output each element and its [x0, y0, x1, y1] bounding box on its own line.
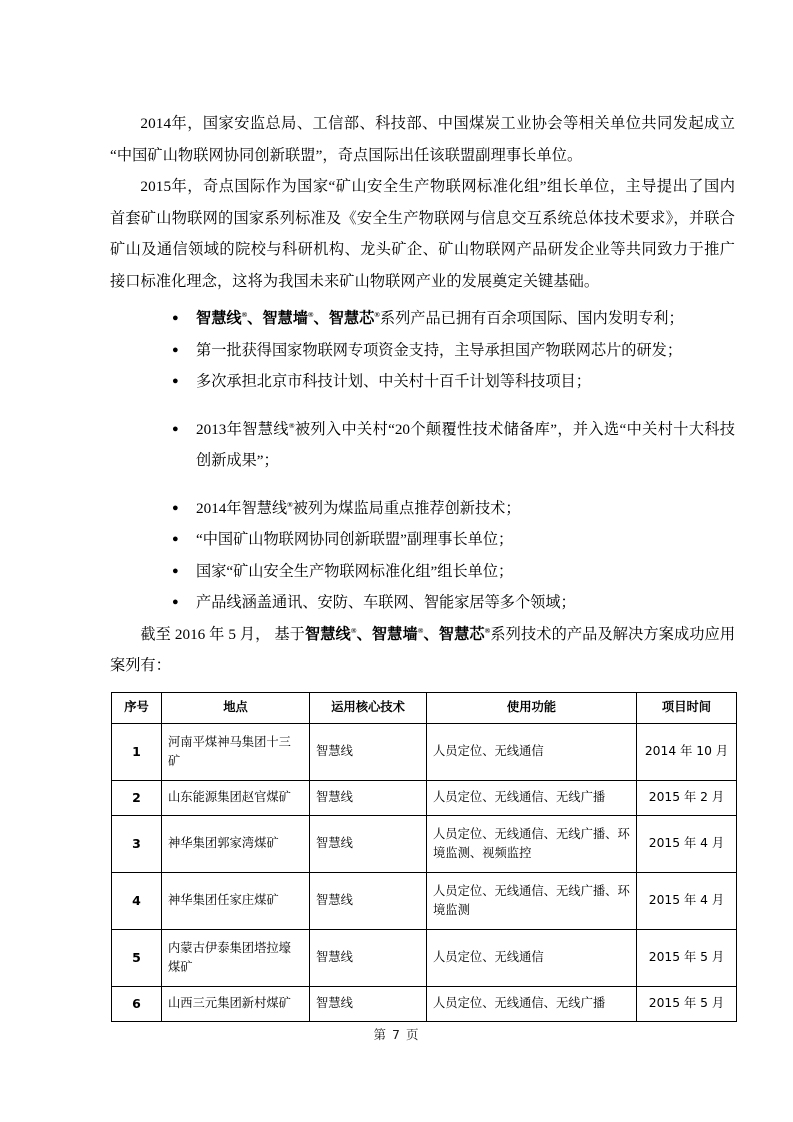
cell-tech: 智慧线 — [310, 780, 427, 815]
bullet-dot-icon: ● — [172, 564, 179, 577]
cell-time: 2015 年 5 月 — [637, 929, 737, 986]
cell-func: 人员定位、无线通信、无线广播 — [427, 986, 637, 1021]
text-run: 智慧线 — [196, 310, 242, 327]
achievement-text — [196, 373, 591, 390]
text-run: 、 — [247, 310, 263, 327]
registered-trademark-icon: ® — [241, 309, 248, 319]
text-run: 第一批获得国家物联网专项资金支持，主导承担国产物联网芯片的研发； — [196, 341, 682, 359]
cell-time: 2015 年 4 月 — [637, 815, 737, 872]
column-header-tech: 运用核心技术 — [310, 692, 427, 723]
column-header-func: 使用功能 — [427, 692, 637, 723]
bullet-dot-icon: ● — [172, 501, 179, 514]
text-run: 智慧芯 — [328, 310, 375, 327]
cell-time: 2014 年 10 月 — [637, 723, 737, 780]
cell-site: 山东能源集团赵官煤矿 — [162, 780, 310, 815]
achievement-text — [196, 594, 576, 611]
text-run: “中国矿山物联网协同创新联盟”副理事长单位； — [196, 531, 514, 548]
bullet-dot-icon: ● — [172, 312, 179, 324]
cell-site: 山西三元集团新村煤矿 — [162, 986, 310, 1021]
registered-trademark-icon: ® — [374, 309, 380, 319]
achievement-text — [196, 342, 682, 359]
text-run: 、 — [423, 625, 439, 643]
cell-func: 人员定位、无线通信、无线广播 — [427, 780, 637, 815]
cell-site: 神华集团任家庄煤矿 — [162, 872, 310, 929]
achievement-list-item — [172, 303, 735, 335]
cell-tech: 智慧线 — [310, 872, 427, 929]
cell-func: 人员定位、无线通信 — [427, 929, 637, 986]
text-run: 智慧线 — [304, 625, 351, 643]
registered-trademark-icon: ® — [288, 420, 295, 430]
cell-no: 6 — [112, 986, 162, 1021]
text-run: 2014年智慧线 — [196, 499, 288, 517]
text-run: 系列技术的产品及解决方案成功应用案列有： — [110, 625, 736, 674]
text-run: 2013年智慧线 — [196, 420, 289, 438]
achievements-list — [110, 303, 735, 619]
bullet-dot-icon: ● — [172, 596, 179, 608]
column-header-site: 地点 — [162, 692, 310, 723]
text-run: 国家“矿山安全生产物联网标准化组”组长单位； — [196, 562, 514, 580]
table-header-row — [112, 692, 737, 723]
cell-tech: 智慧线 — [310, 929, 427, 986]
cell-func: 人员定位、无线通信 — [427, 723, 637, 780]
registered-trademark-icon: ® — [287, 499, 293, 509]
cell-tech: 智慧线 — [310, 986, 427, 1021]
achievement-list-item — [172, 493, 735, 525]
text-run: 智慧芯 — [438, 625, 485, 643]
achievement-list-item — [172, 524, 735, 556]
registered-trademark-icon: ® — [417, 625, 424, 635]
bullet-dot-icon: ● — [172, 422, 179, 435]
text-run: 、 — [356, 625, 372, 643]
table-row — [112, 723, 737, 780]
cell-tech: 智慧线 — [310, 723, 427, 780]
paragraph-2015: 2015年，奇点国际作为国家“矿山安全生产物联网标准化组”组长单位，主导提出了国内首套矿山物联网的国家系列标准及《安全生产物联网与信息交互系统总体技术要求》，并联合矿山及通信领域的院校与科研机构、龙头矿企、矿山物联网产品研发企业等共同致力于推广接口标准化理念，这将为我国未来矿山物联网产业的发展奠定关键基础。 — [110, 178, 735, 290]
achievement-text — [196, 531, 513, 548]
achievement-list-item — [172, 414, 735, 477]
text-run: 智慧墙 — [371, 625, 418, 643]
text-run: 系列产品已拥有百余项国际、国内发明专利； — [379, 310, 684, 327]
achievement-text — [196, 563, 513, 580]
table-row — [112, 780, 737, 815]
applications-lead-paragraph — [110, 619, 735, 682]
text-run: 、 — [313, 310, 329, 327]
column-header-no: 序号 — [112, 692, 162, 723]
cell-site: 内蒙古伊泰集团塔拉壕煤矿 — [162, 929, 310, 986]
cell-time: 2015 年 2 月 — [637, 780, 737, 815]
achievement-text — [196, 310, 684, 327]
achievement-list-item — [172, 335, 735, 367]
cell-time: 2015 年 4 月 — [637, 872, 737, 929]
cell-no: 3 — [112, 815, 162, 872]
bullet-dot-icon: ● — [172, 533, 179, 545]
achievement-list-item — [172, 556, 735, 588]
cell-func: 人员定位、无线通信、无线广播、环境监测、视频监控 — [427, 815, 637, 872]
achievement-text — [196, 421, 735, 470]
text-run: 被列入中关村“20个颠覆性技术储备库”，并入选“中关村十大科技创新成果”； — [196, 420, 735, 469]
paragraph-2014: 2014年，国家安监总局、工信部、科技部、中国煤炭工业协会等相关单位共同发起成立“中国矿山物联网协同创新联盟”，奇点国际出任该联盟副理事长单位。 — [110, 115, 735, 164]
cell-no: 5 — [112, 929, 162, 986]
page-number-footer: 第 7 页 — [373, 1027, 420, 1042]
table-row — [112, 815, 737, 872]
table-row — [112, 872, 737, 929]
achievement-text — [196, 500, 521, 517]
cell-time: 2015 年 5 月 — [637, 986, 737, 1021]
bullet-dot-icon: ● — [172, 375, 179, 387]
cell-no: 2 — [112, 780, 162, 815]
applications-table — [111, 692, 737, 1022]
cell-func: 人员定位、无线通信、无线广播、环境监测 — [427, 872, 637, 929]
cell-no: 1 — [112, 723, 162, 780]
achievement-list-item — [172, 587, 735, 619]
registered-trademark-icon: ® — [350, 625, 357, 635]
text-run: 智慧墙 — [262, 310, 308, 327]
text-run: 截至 2016 年 5 月， 基于 — [140, 625, 305, 643]
cell-tech: 智慧线 — [310, 815, 427, 872]
column-header-time: 项目时间 — [637, 692, 737, 723]
registered-trademark-icon: ® — [307, 309, 314, 319]
text-run: 被列为煤监局重点推荐创新技术； — [292, 499, 521, 517]
text-run: 多次承担北京市科技计划、中关村十百千计划等科技项目； — [196, 373, 591, 390]
cell-no: 4 — [112, 872, 162, 929]
text-run: 产品线涵盖通讯、安防、车联网、智能家居等多个领域； — [196, 594, 576, 611]
registered-trademark-icon: ® — [484, 625, 491, 635]
table-row — [112, 929, 737, 986]
applications-table-wrapper — [111, 692, 736, 1022]
table-row — [112, 986, 737, 1021]
cell-site: 神华集团郭家湾煤矿 — [162, 815, 310, 872]
bullet-dot-icon: ● — [172, 343, 179, 356]
achievement-list-item — [172, 366, 735, 398]
cell-site: 河南平煤神马集团十三矿 — [162, 723, 310, 780]
